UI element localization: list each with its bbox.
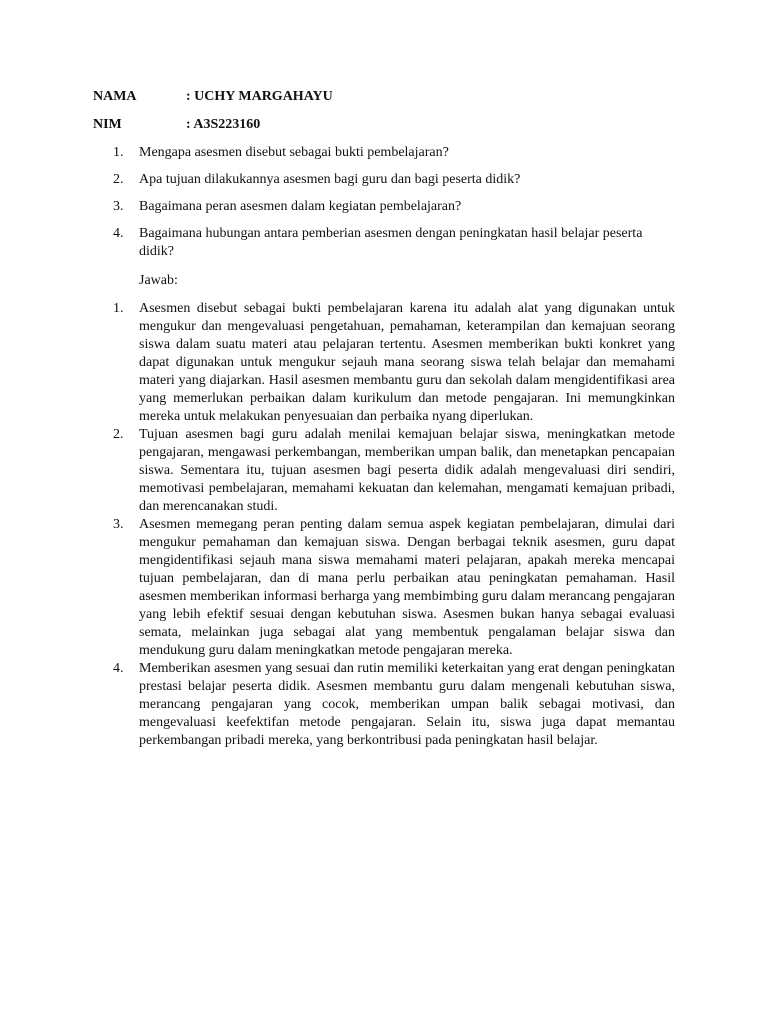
answer-text: Tujuan asesmen bagi guru adalah menilai kemajuan belajar siswa, meningkatkan metode pengajaran, mengawasi perkembangan, memberikan umpan balik, dan menetapkan pencapaian siswa. Sementara itu, tujuan asesmen bagi peserta didik adalah mengevaluasi diri sendiri, memotivasi pembelajaran, memahami kekuatan dan kelemahan, mengamati kemajuan pribadi, dan merencanakan studi.: [139, 427, 675, 514]
question-number: 4.: [113, 226, 124, 241]
name-value: : UCHY MARGAHAYU: [186, 89, 333, 104]
question-item: [113, 225, 675, 261]
answer-number: 3.: [113, 517, 124, 532]
nim-row: [93, 116, 260, 134]
answer-item: [113, 300, 675, 426]
answer-item: [113, 660, 675, 750]
answer-list: [113, 300, 675, 750]
answer-text: Asesmen disebut sebagai bukti pembelajaran karena itu adalah alat yang digunakan untuk mengukur dan mengevaluasi pengetahuan, pemahaman, keterampilan dan kemajuan seorang siswa dalam suatu materi atau pelajaran tertentu. Asesmen memberikan bukti konkret yang dapat digunakan untuk mengukur sejauh mana seorang siswa telah belajar dan memahami materi yang diajarkan. Hasil asesmen membantu guru dan sekolah dalam mengidentifikasi area yang memerlukan perbaikan dalam kurikulum dan metode pengajaran. Ini memungkinkan mereka untuk melakukan penyesuaian dan perbaika nyang diperlukan.: [139, 301, 675, 424]
answer-item: [113, 426, 675, 516]
answer-text: Memberikan asesmen yang sesuai dan rutin memiliki keterkaitan yang erat dengan peningkatan prestasi belajar peserta didik. Asesmen membantu guru dalam mengenali kebutuhan siswa, merancang pengajaran yang cocok, memberikan umpan balik sebagai motivasi, dan mengevaluasi keefektifan metode pengajaran. Selain itu, siswa juga dapat memantau perkembangan pribadi mereka, yang berkontribusi pada peningkatan hasil belajar.: [139, 661, 675, 748]
answer-number: 1.: [113, 301, 124, 316]
name-row: [93, 88, 333, 106]
question-number: 1.: [113, 145, 124, 160]
name-label: NAMA: [93, 89, 137, 104]
answer-item: [113, 516, 675, 660]
answer-number: 2.: [113, 427, 124, 442]
question-text: Bagaimana peran asesmen dalam kegiatan pembelajaran?: [139, 199, 462, 214]
question-number: 2.: [113, 172, 124, 187]
question-item: [113, 144, 675, 162]
jawab-label: Jawab:: [139, 273, 178, 288]
question-text: Bagaimana hubungan antara pemberian asesmen dengan peningkatan hasil belajar peserta didik?: [139, 226, 643, 259]
answer-text: Asesmen memegang peran penting dalam semua aspek kegiatan pembelajaran, dimulai dari mengukur pemahaman dan kemajuan siswa. Dengan berbagai teknik asesmen, guru dapat mengidentifikasi sejauh mana siswa memahami materi pelajaran, apakah mereka mencapai tujuan pembelajaran, dan di mana perlu perbaikan atau peningkatan pemahaman. Hasil asesmen memberikan informasi berharga yang membimbing guru dalam merancang pengajaran yang lebih efektif sesuai dengan kebutuhan siswa. Asesmen bukan hanya sebagai evaluasi semata, melainkan juga sebagai alat yang membentuk pengalaman belajar siswa dan mendukung guru dalam meningkatkan metode pengajaran mereka.: [139, 517, 675, 658]
nim-value: : A3S223160: [186, 117, 261, 132]
question-text: Apa tujuan dilakukannya asesmen bagi guru dan bagi peserta didik?: [139, 172, 521, 187]
question-item: [113, 171, 675, 189]
nim-label: NIM: [93, 117, 122, 132]
question-text: Mengapa asesmen disebut sebagai bukti pembelajaran?: [139, 145, 449, 160]
question-list: [113, 144, 675, 270]
question-number: 3.: [113, 199, 124, 214]
answer-number: 4.: [113, 661, 124, 676]
question-item: [113, 198, 675, 216]
